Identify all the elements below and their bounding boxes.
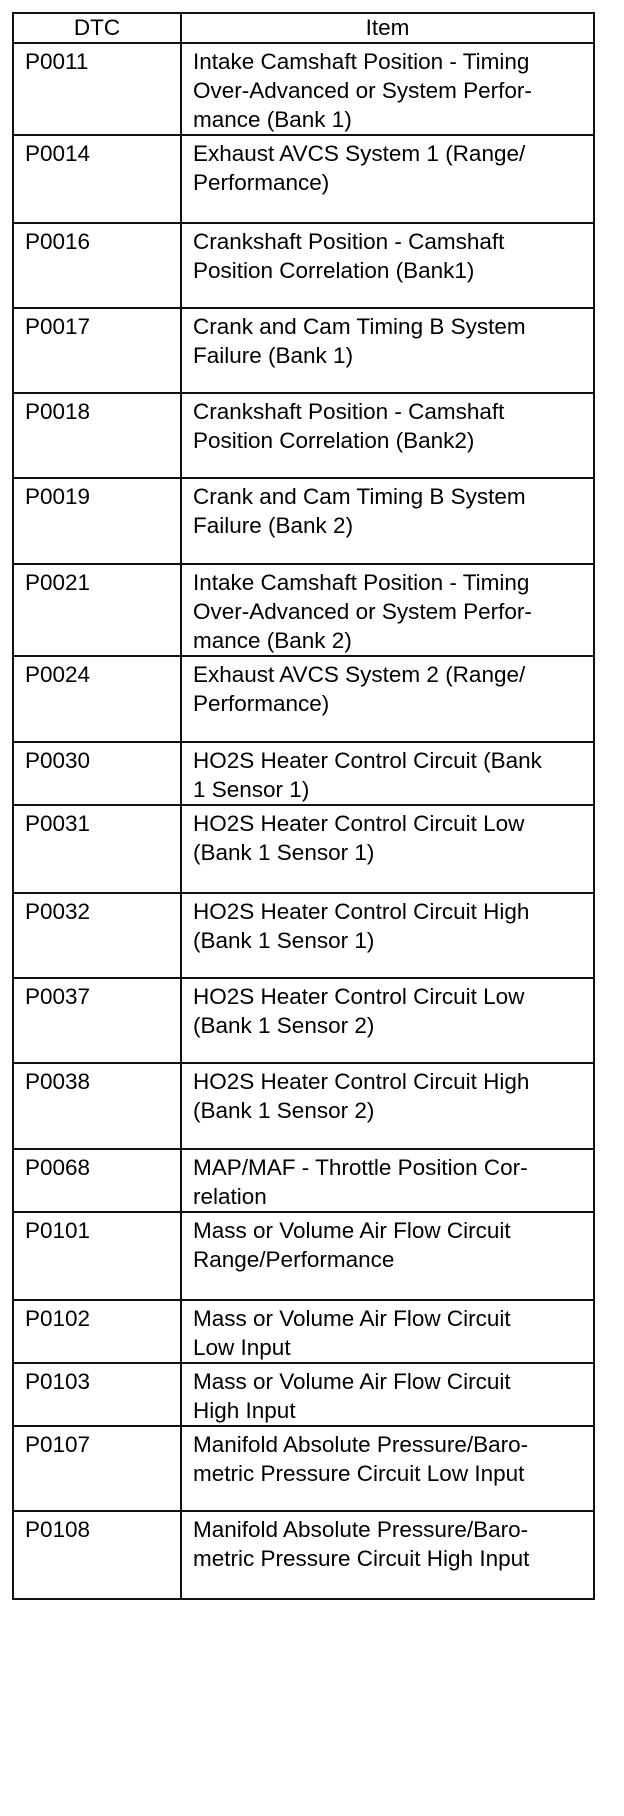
table-row bbox=[13, 805, 594, 893]
table-row bbox=[13, 308, 594, 393]
dtc-code: P0016 bbox=[13, 223, 181, 308]
table-row bbox=[13, 1511, 594, 1599]
dtc-code: P0108 bbox=[13, 1511, 181, 1599]
table-row bbox=[13, 742, 594, 805]
dtc-table bbox=[12, 12, 595, 1600]
table-row bbox=[13, 1149, 594, 1212]
dtc-code: P0019 bbox=[13, 478, 181, 564]
dtc-code: P0101 bbox=[13, 1212, 181, 1300]
dtc-code: P0030 bbox=[13, 742, 181, 805]
dtc-code: P0032 bbox=[13, 893, 181, 978]
table-row bbox=[13, 1426, 594, 1511]
dtc-item: Crank and Cam Timing B System Failure (Bank 1) bbox=[181, 308, 594, 393]
dtc-item: Exhaust AVCS System 2 (Range/ Performance) bbox=[181, 656, 594, 742]
dtc-code: P0014 bbox=[13, 135, 181, 223]
dtc-item: Manifold Absolute Pressure/Baro- metric Pressure Circuit High Input bbox=[181, 1511, 594, 1599]
table-row bbox=[13, 564, 594, 656]
dtc-code: P0107 bbox=[13, 1426, 181, 1511]
table-row bbox=[13, 1300, 594, 1363]
table-row bbox=[13, 393, 594, 478]
dtc-item: Manifold Absolute Pressure/Baro- metric Pressure Circuit Low Input bbox=[181, 1426, 594, 1511]
dtc-code: P0102 bbox=[13, 1300, 181, 1363]
header-dtc: DTC bbox=[13, 13, 181, 43]
dtc-code: P0103 bbox=[13, 1363, 181, 1426]
dtc-code: P0021 bbox=[13, 564, 181, 656]
table-header-row bbox=[13, 13, 594, 43]
dtc-item: HO2S Heater Control Circuit (Bank 1 Sensor 1) bbox=[181, 742, 594, 805]
dtc-item: Intake Camshaft Position - Timing Over-Advanced or System Perfor- mance (Bank 1) bbox=[181, 43, 594, 135]
header-item: Item bbox=[181, 13, 594, 43]
dtc-item: Exhaust AVCS System 1 (Range/ Performance) bbox=[181, 135, 594, 223]
dtc-code: P0011 bbox=[13, 43, 181, 135]
table-row bbox=[13, 135, 594, 223]
table-row bbox=[13, 1212, 594, 1300]
dtc-item: Mass or Volume Air Flow Circuit High Input bbox=[181, 1363, 594, 1426]
table-row bbox=[13, 43, 594, 135]
dtc-item: Crank and Cam Timing B System Failure (Bank 2) bbox=[181, 478, 594, 564]
dtc-item: HO2S Heater Control Circuit Low (Bank 1 Sensor 2) bbox=[181, 978, 594, 1063]
dtc-code: P0017 bbox=[13, 308, 181, 393]
dtc-code: P0037 bbox=[13, 978, 181, 1063]
dtc-item: Mass or Volume Air Flow Circuit Range/Performance bbox=[181, 1212, 594, 1300]
dtc-item: HO2S Heater Control Circuit High (Bank 1 Sensor 1) bbox=[181, 893, 594, 978]
table-row bbox=[13, 656, 594, 742]
table-row bbox=[13, 478, 594, 564]
dtc-item: Intake Camshaft Position - Timing Over-Advanced or System Perfor- mance (Bank 2) bbox=[181, 564, 594, 656]
dtc-item: HO2S Heater Control Circuit High (Bank 1 Sensor 2) bbox=[181, 1063, 594, 1149]
dtc-code: P0031 bbox=[13, 805, 181, 893]
dtc-code: P0038 bbox=[13, 1063, 181, 1149]
dtc-item: Crankshaft Position - Camshaft Position Correlation (Bank1) bbox=[181, 223, 594, 308]
dtc-item: MAP/MAF - Throttle Position Cor- relation bbox=[181, 1149, 594, 1212]
dtc-code: P0024 bbox=[13, 656, 181, 742]
dtc-code: P0068 bbox=[13, 1149, 181, 1212]
dtc-item: Crankshaft Position - Camshaft Position Correlation (Bank2) bbox=[181, 393, 594, 478]
table-row bbox=[13, 1063, 594, 1149]
table-row bbox=[13, 893, 594, 978]
dtc-item: Mass or Volume Air Flow Circuit Low Input bbox=[181, 1300, 594, 1363]
table-row bbox=[13, 978, 594, 1063]
dtc-code: P0018 bbox=[13, 393, 181, 478]
table-row bbox=[13, 223, 594, 308]
dtc-item: HO2S Heater Control Circuit Low (Bank 1 Sensor 1) bbox=[181, 805, 594, 893]
table-row bbox=[13, 1363, 594, 1426]
